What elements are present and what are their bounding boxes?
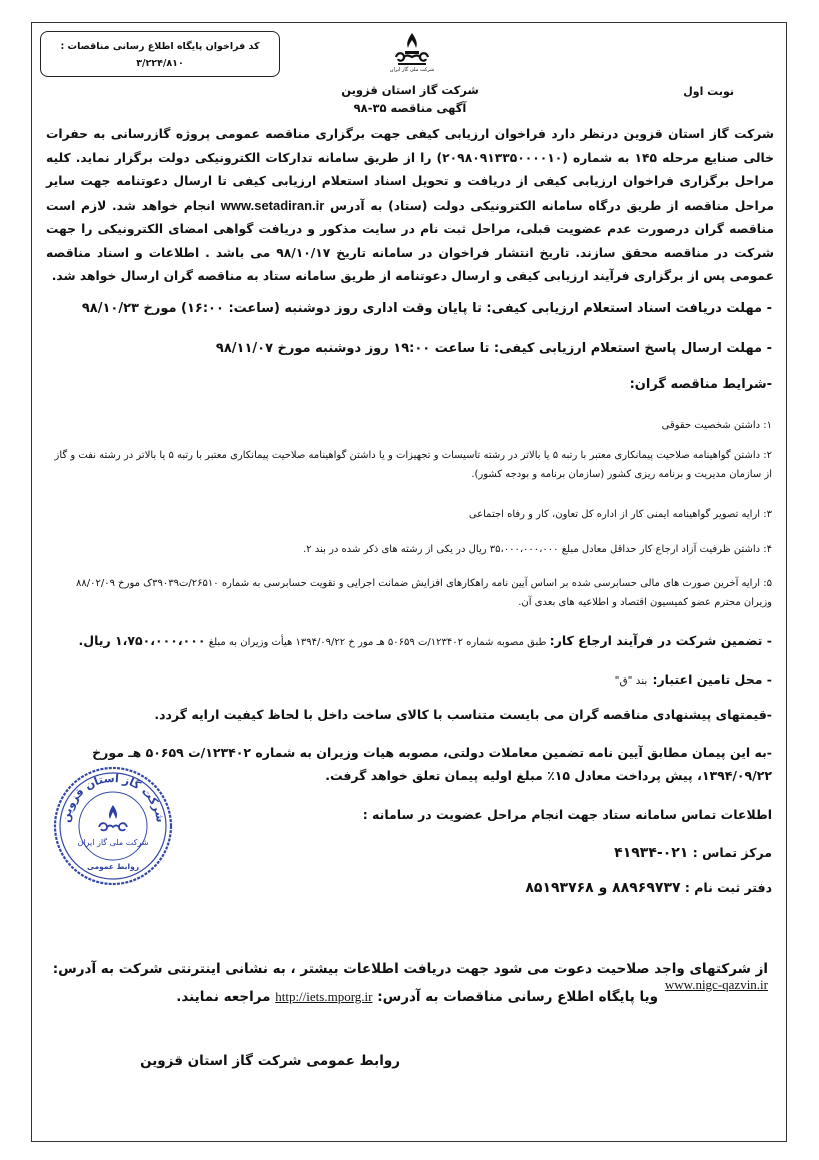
- condition-4: ۴: داشتن ظرفیت آزاد ارجاع کار حداقل معادل مبلغ ۳۵،۰۰۰،۰۰۰،۰۰۰ ریال در یکی از رشته های ذکر شده در بند ۲.: [303, 544, 772, 555]
- tender-code-label: کد فراخوان پایگاه اطلاع رسانی مناقصات :: [60, 41, 260, 52]
- contact-center-label: مرکز تماس :: [692, 845, 772, 860]
- iets-link[interactable]: http://iets.mporg.ir: [275, 989, 373, 1004]
- publication-turn: نوبت اول: [683, 85, 734, 98]
- funding-line: [46, 669, 772, 688]
- intro-paragraph: [46, 123, 774, 289]
- intro-text-2: انجام خواهد شد. لازم است مناقصه گران درصورت عدم عضویت قبلی، مراحل ثبت نام در سایت مذکور و دریافت گواهی امضای الکترونیکی را جهت شرکت در مناقصه محقق سازند. تاریخ انتشار فراخوان در سامانه تاریخ ۹۸/۱۰/۱۷ می باشد . اطلاعات و اسناد مناقصه عمومی پس از برگزاری فرآیند ارزیابی کیفی و ارسال دعوتنامه از طریق سامانه ستاد به مناقصه گران ارسال خواهد شد.: [46, 198, 774, 283]
- prepayment-note: -به این پیمان مطابق آیین نامه تضمین معاملات دولتی، مصوبه هیات وزیران به شماره ۱۲۳۴۰۲/ت ۵۰۶۵۹ هـ مورخ ۱۳۹۴/۰۹/۲۲، پیش پرداخت معادل ۱۵٪ مبلغ اولیه پیمان تعلق خواهد گرفت.: [92, 745, 772, 783]
- conditions-title: -شرایط مناقصه گران:: [629, 377, 772, 392]
- guarantee-line: [46, 633, 772, 648]
- company-stamp: [52, 765, 174, 887]
- condition-3: ۳: ارایه تصویر گواهینامه ایمنی کار از اداره کل تعاون، کار و رفاه اجتماعی: [468, 509, 772, 520]
- deadline-receive: - مهلت دریافت اسناد استعلام ارزیابی کیفی: تا پایان وقت اداری روز دوشنبه (ساعت: ۱۶:۰۰) مورخ ۹۸/۱۰/۲۳: [81, 301, 772, 316]
- funding-value: بند "ق": [614, 675, 648, 687]
- ad-number: آگهی مناقصه ۳۵-۹۸: [353, 101, 467, 115]
- contact-center-value: ۰۲۱-۴۱۹۳۴: [614, 845, 689, 861]
- contact-office-value: ۸۸۹۶۹۷۳۷ و ۸۵۱۹۳۷۶۸: [525, 880, 681, 896]
- condition-2: ۲: داشتن گواهینامه صلاحیت پیمانکاری معتبر با رتبه ۵ یا بالاتر در رشته تاسیسات و تجهیزات و یا داشتن گواهینامه صلاحیت پیمانکاری معتبر با رتبه ۵ یا بالاتر در رشته نفت و گاز از سازمان مدیریت و برنامه ریزی کشور (سازمان برنامه و بودجه کشور).: [54, 450, 772, 480]
- contact-title: اطلاعات تماس سامانه ستاد جهت انجام مراحل عضویت در سامانه :: [362, 807, 772, 822]
- stamp-flame-icon: [99, 805, 127, 830]
- nigc-flame-logo-icon: [390, 31, 434, 67]
- condition-1: ۱: داشتن شخصیت حقوقی: [661, 420, 772, 431]
- funding-label: - محل تامین اعتبار:: [652, 672, 772, 687]
- guarantee-amount: ۱،۷۵۰،۰۰۰،۰۰۰ ریال.: [78, 633, 206, 648]
- footer-text-2: ویا پایگاه اطلاع رسانی مناقصات به آدرس:: [377, 989, 658, 1005]
- condition-5: ۵: ارایه آخرین صورت های مالی حسابرسی شده بر اساس آیین نامه راهکارهای افزایش ضمانت اجرایی و تقویت حسابرسی به شماره ۲۶۵۱۰/ت۳۹۰۳۹ک مورخ ۸۸/۰۲/۰۹ وزیران محترم عضو کمیسیون اقتصاد و اطلاعیه های بعدی آن.: [76, 578, 772, 608]
- notice-page: [31, 22, 787, 1142]
- guarantee-label: - تضمین شرکت در فرآیند ارجاع کار:: [549, 633, 772, 648]
- signature: روابط عمومی شرکت گاز استان قزوین: [140, 1053, 400, 1069]
- company-name: شرکت گاز استان قزوین: [341, 83, 479, 97]
- deadline-send: - مهلت ارسال پاسخ استعلام ارزیابی کیفی: تا ساعت ۱۹:۰۰ روز دوشنبه مورخ ۹۸/۱۱/۰۷: [215, 341, 772, 356]
- contact-office-label: دفتر ثبت نام :: [684, 880, 772, 895]
- stamp-bottom-text: شرکت ملی گاز ایران: [77, 838, 149, 847]
- company-website-link[interactable]: www.nigc-qazvin.ir: [664, 977, 768, 992]
- stamp-top-text: شرکت گاز استان قزوین: [59, 771, 168, 824]
- footer-text-2-end: مراجعه نمایند.: [176, 989, 271, 1005]
- nigc-logo: [372, 31, 452, 83]
- footer-line-2: [176, 989, 658, 1005]
- stamp-small-text: روابط عمومی: [86, 862, 140, 871]
- logo-caption: شرکت ملی گاز ایران: [389, 67, 435, 73]
- guarantee-text: طبق مصوبه شماره ۱۲۳۴۰۲/ت ۵۰۶۵۹ هـ مور خ ۱۳۹۴/۰۹/۲۲ هیأت وزیران به مبلغ: [208, 637, 547, 648]
- footer-text-1: از شرکتهای واجد صلاحیت دعوت می شود جهت دریافت اطلاعات بیشتر ، به نشانی اینترنتی شرکت به آدرس:: [52, 961, 768, 977]
- intro-text-1: شرکت گاز استان قزوین درنظر دارد فراخوان ارزیابی کیفی جهت برگزاری مناقصه عمومی پروژه گازرسانی به حفرات خالی صنایع مرحله ۱۴۵ به شماره (۲۰۹۸۰۹۱۳۳۵۰۰۰۰۱۰) را از طریق سامانه تدارکات الکترونیکی دولت برگزار نماید. کلیه مراحل برگزاری فراخوان ارزیابی کیفی از دریافت و تحویل اسناد استعلام ارزیابی کیفی تا ارسال دعوتنامه جهت سایر مراحل مناقصه از طریق درگاه سامانه الکترونیکی دولت (ستاد) به آدرس: [46, 127, 775, 213]
- setad-link[interactable]: www.setadiran.ir: [220, 197, 325, 213]
- tender-code-box: [40, 31, 280, 77]
- quality-note: -قیمتهای پیشنهادی مناقصه گران می بایست متناسب با کالای ساخت داخل با لحاظ کیفیت ارایه گردد.: [154, 707, 772, 722]
- tender-code-value: ۳/۲۲۴/۸۱۰: [136, 58, 184, 69]
